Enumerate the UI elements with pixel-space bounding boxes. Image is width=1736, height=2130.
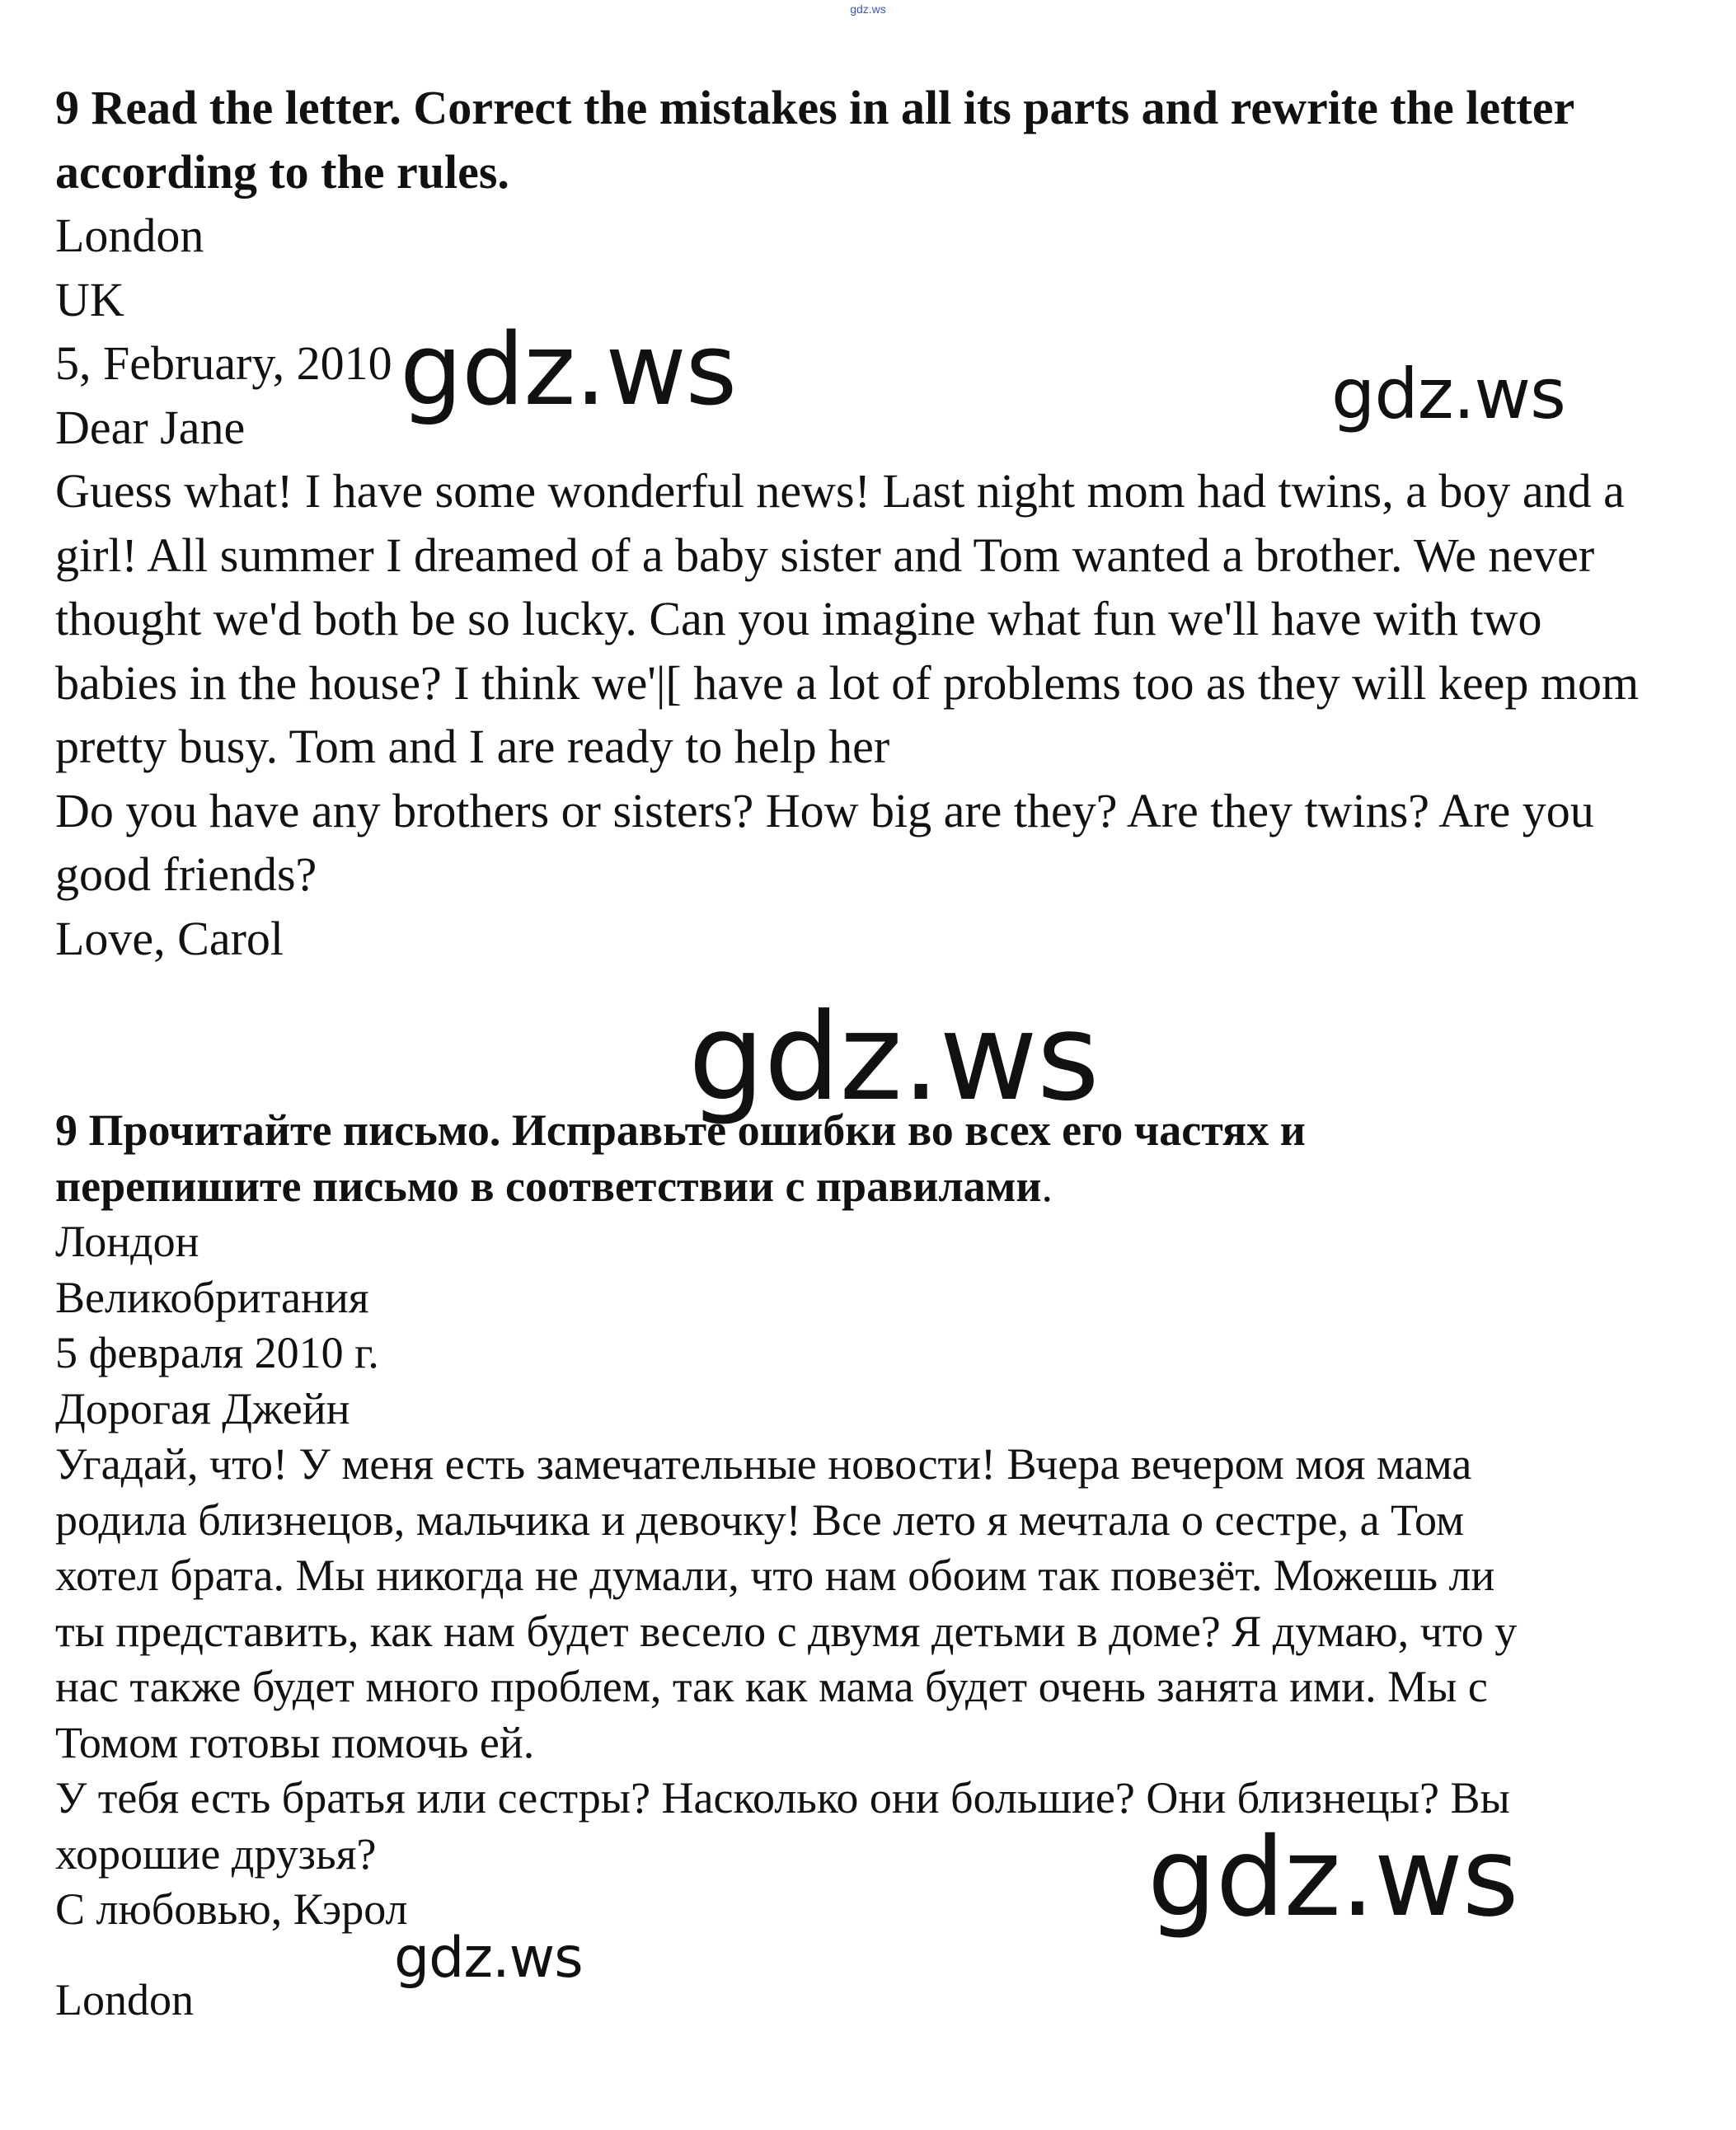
watermark: gdz.ws <box>688 988 1099 1128</box>
header-watermark: gdz.ws <box>850 2 886 16</box>
letter-signature: С любовью, Кэрол <box>55 1884 408 1934</box>
letter-body-line: Guess what! I have some wonderful news! Last night mom had twins, a boy and a <box>55 464 1625 518</box>
english-section <box>55 76 1687 970</box>
letter-body-line: Томом готовы помочь ей. <box>55 1717 535 1767</box>
task-heading-line-2 <box>55 1159 1687 1215</box>
letter-date: 5 февраля 2010 г. <box>55 1328 379 1377</box>
letter-body-line: нас также будет много проблем, так как мама будет очень занята ими. Мы с <box>55 1662 1488 1711</box>
task-heading-line-1: 9 Прочитайте письмо. Исправьте ошибки во всех его частях и <box>55 1105 1306 1155</box>
letter-body-line: babies in the house? I think we'|[ have a lot of problems too as they will keep mom <box>55 655 1640 710</box>
letter-date: 5, February, 2010 <box>55 336 392 390</box>
watermark: gdz.ws <box>394 1926 583 1991</box>
trailing-city-text: London <box>55 1975 194 2024</box>
letter-body-line: good friends? <box>55 847 317 901</box>
letter-greeting: Dear Jane <box>55 400 246 454</box>
task-heading-period: . <box>1041 1161 1053 1211</box>
russian-section <box>55 1103 1687 1941</box>
letter-body-line: girl! All summer I dreamed of a baby sister and Tom wanted a brother. We never <box>55 528 1595 582</box>
task-heading-text: перепишите письмо в соответствии с правилами <box>55 1161 1042 1211</box>
letter-address-city: London <box>55 209 204 262</box>
letter-body-line: thought we'd both be so lucky. Can you imagine what fun we'll have with two <box>55 592 1542 645</box>
letter-address-city: Лондон <box>55 1217 199 1266</box>
task-heading-line-2: according to the rules. <box>55 144 509 199</box>
letter-body-line: ты представить, как нам будет весело с двумя детьми в доме? Я думаю, что у <box>55 1606 1518 1656</box>
letter-address-country: Великобритания <box>55 1272 369 1322</box>
letter-body-line: Do you have any brothers or sisters? How big are they? Are they twins? Are you <box>55 783 1594 837</box>
letter-body-line: Угадай, что! У меня есть замечательные новости! Вчера вечером моя мама <box>55 1439 1472 1489</box>
watermark: gdz.ws <box>1331 354 1565 434</box>
watermark: gdz.ws <box>400 313 737 428</box>
letter-body-line: У тебя есть братья или сестры? Насколько они большие? Они близнецы? Вы <box>55 1773 1510 1823</box>
watermark: gdz.ws <box>1147 1814 1518 1941</box>
letter-address-country: UK <box>55 272 124 326</box>
task-heading-line-1: 9 Read the letter. Correct the mistakes in all its parts and rewrite the letter <box>55 81 1575 134</box>
letter-body-line: хорошие друзья? <box>55 1828 377 1879</box>
letter-signature: Love, Carol <box>55 911 284 965</box>
letter-body-line: родила близнецов, мальчика и девочку! Все лето я мечтала о сестре, а Том <box>55 1494 1465 1545</box>
letter-body-line: pretty busy. Tom and I are ready to help her <box>55 720 890 773</box>
letter-body-line: хотел брата. Мы никогда не думали, что нам обоим так повезёт. Можешь ли <box>55 1551 1495 1600</box>
letter-greeting: Дорогая Джейн <box>55 1383 350 1433</box>
